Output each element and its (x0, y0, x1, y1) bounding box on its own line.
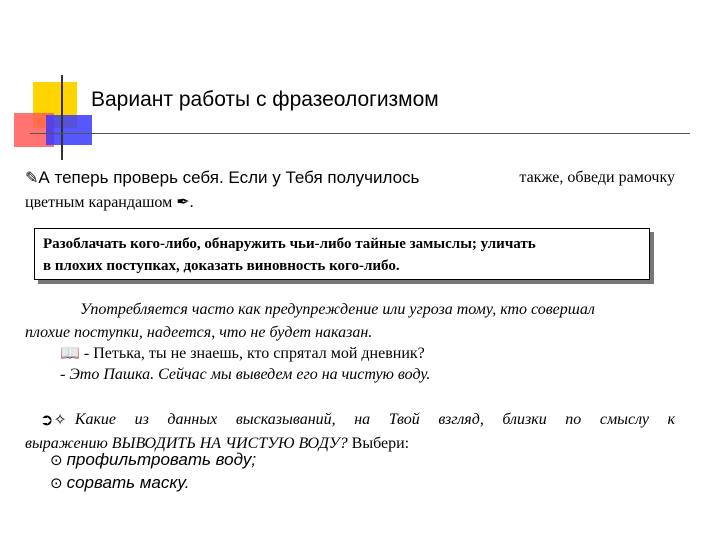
usage-line-2: плохие поступки, надеется, что не будет наказан. (25, 324, 373, 341)
decor-horizontal-line (30, 133, 690, 134)
radio-icon[interactable]: ⊙ (50, 474, 63, 492)
book-icon: 📖 (60, 343, 80, 362)
usage-line-1: Употребляется часто как предупреждение или угроза тому, кто совершал (80, 301, 595, 318)
decor-blue-square (46, 115, 92, 145)
arrow-icon: ➲ (40, 410, 54, 429)
intro-text (25, 166, 675, 214)
intro-sans-text: А теперь проверь себя. Если у Тебя получилось (38, 168, 420, 187)
intro-serif-text: также, обведи рамочку (519, 169, 675, 186)
definition-line-1: Разоблачать кого-либо, обнаружить чьи-либо тайные замыслы; уличать (43, 236, 536, 252)
option-filter-water[interactable] (50, 450, 256, 470)
question-line-1: Какие из данных высказываний, на Твой взгляд, близки по смыслу к (74, 411, 675, 428)
definition-text (43, 233, 641, 277)
dialog-line-1 (60, 343, 425, 363)
pen-icon: ✒ (176, 192, 190, 211)
definition-line-2: в плохих поступках, доказать виновность кого-либо. (43, 258, 400, 274)
definition-box[interactable] (34, 228, 650, 280)
option-label: сорвать маску. (66, 473, 190, 492)
sparkle-icon: ✧ (53, 410, 67, 429)
slide-title: Вариант работы с фразеологизмом (91, 88, 439, 111)
dialog-line-1-text: - Петька, ты не знаешь, кто спрятал мой дневник? (83, 345, 425, 362)
pencil-icon: ✎ (25, 168, 39, 187)
option-label: профильтровать воду; (66, 450, 257, 469)
radio-icon[interactable]: ⊙ (50, 451, 63, 469)
option-tear-mask[interactable] (50, 473, 190, 493)
question-line-2-normal: Выбери: (351, 435, 410, 452)
question-line-2-italic: выражению ВЫВОДИТЬ НА ЧИСТУЮ ВОДУ? (25, 435, 348, 452)
question-text (25, 408, 675, 455)
dialog-line-2: - Это Пашка. Сейчас мы выведем его на чистую воду. (60, 366, 431, 383)
decor-vertical-line (61, 75, 63, 160)
intro-line2-end: . (189, 194, 194, 211)
intro-line2-text: цветным карандашом (25, 194, 173, 211)
usage-text (25, 298, 675, 344)
